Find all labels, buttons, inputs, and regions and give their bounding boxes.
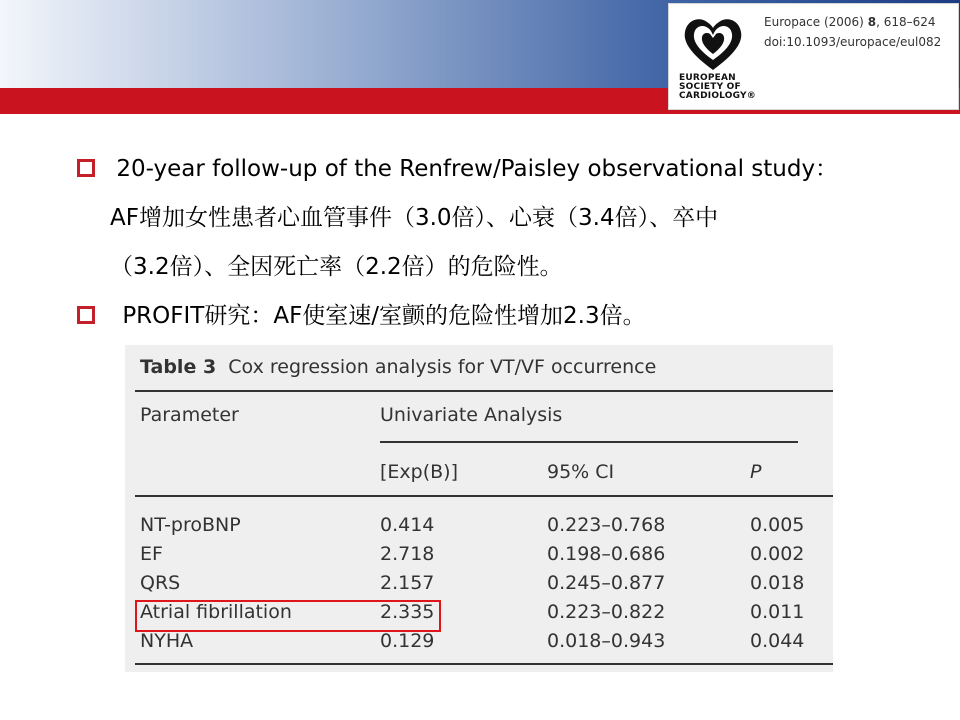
col-ci-header: 95% CI [547,461,615,483]
row-ci: 0.245–0.877 [547,572,666,594]
bullet-1-text: 20-year follow-up of the Renfrew/Paisley observational study： [116,156,839,182]
col-expb-header: [Exp(B)] [380,461,458,483]
citation-pages: , 618–624 [876,15,936,29]
cox-regression-table [125,345,833,672]
bullet-1-line-1 [77,150,838,183]
row-p: 0.011 [750,601,805,623]
row-expb: 2.335 [380,601,435,623]
row-ci: 0.198–0.686 [547,543,666,565]
table-caption-text: Cox regression analysis for VT/VF occurrence [228,356,657,378]
esc-heart-logo [681,12,745,76]
row-param: NYHA [140,630,194,652]
citation-journal: Europace (2006) 8, 618–624 [764,15,936,29]
logo-line-3: CARDIOLOGY® [679,91,756,101]
row-param: QRS [140,572,181,594]
row-param: Atrial fibrillation [140,601,292,623]
table-caption [140,356,656,378]
row-p: 0.005 [750,514,805,536]
table-top-rule [135,390,833,392]
citation-volume: 8 [867,15,877,29]
univariate-header: Univariate Analysis [380,404,563,426]
row-param: EF [140,543,163,565]
logo-line-1: EUROPEAN [679,73,736,83]
bullet-2 [77,297,646,330]
row-expb: 0.414 [380,514,435,536]
citation-doi: doi:10.1093/europace/eul082 [764,35,942,49]
bullet-2-text: PROFIT研究：AF使室速/室颤的危险性增加2.3倍。 [122,303,646,329]
row-p: 0.002 [750,543,805,565]
row-ci: 0.223–0.768 [547,514,666,536]
row-p: 0.018 [750,572,805,594]
table-label: Table 3 [140,356,217,378]
row-param: NT-proBNP [140,514,241,536]
highlight-box-atrial-fibrillation [135,600,441,632]
bullet-1-line-2: AF增加女性患者心血管事件（3.0倍）、心衰（3.4倍）、卒中 [110,205,719,231]
col-p-header: P [750,461,762,483]
row-p: 0.044 [750,630,805,652]
row-ci: 0.018–0.943 [547,630,666,652]
param-header: Parameter [140,404,239,426]
row-expb: 2.157 [380,572,435,594]
table-bottom-rule [135,663,833,665]
bullet-box-icon [77,306,95,324]
header-bottom-rule [135,495,833,497]
logo-line-2: SOCIETY OF [679,82,741,92]
row-ci: 0.223–0.822 [547,601,666,623]
bullet-1-line-3: （3.2倍）、全因死亡率（2.2倍）的危险性。 [110,254,563,280]
row-expb: 2.718 [380,543,435,565]
row-expb: 0.129 [380,630,435,652]
esc-logo-text [679,74,769,101]
bullet-box-icon [77,159,95,177]
citation-box [668,3,959,110]
group-rule [380,441,798,443]
